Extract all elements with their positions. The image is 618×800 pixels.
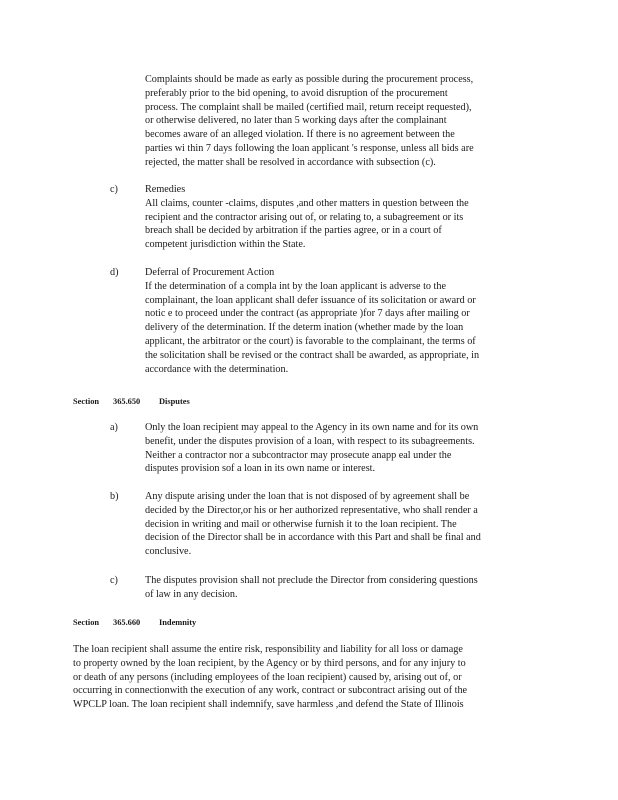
text-line: Any dispute arising under the loan that is not disposed of by agreement shall be <box>145 491 470 502</box>
text-line: disputes provision sof a loan in its own name or interest. <box>145 463 376 475</box>
text-line: competent jurisdiction within the State. <box>145 239 306 251</box>
disputes-b-marker: b) <box>110 491 119 502</box>
text-line: the solicitation shall be revised or the contract shall be awarded, as appropriate, in <box>145 349 480 361</box>
text-line: The loan recipient shall assume the entire risk, responsibility and liability for all loss or damage <box>73 644 463 655</box>
text-line: Complaints should be made as early as possible during the procurement process, <box>145 74 474 85</box>
text-line: conclusive. <box>145 546 192 558</box>
deferral-title: Deferral of Procurement Action <box>145 267 275 278</box>
text-line: recipient and the contractor arising out of, or relating to, a subagreement or its <box>145 211 464 223</box>
section-title: Indemnity <box>159 618 197 627</box>
text-line: parties wi thin 7 days following the loan applicant 's response, unless all bids are <box>145 142 474 154</box>
text-line: applicant, the arbitrator or the court) is favorable to the complainant, the terms of <box>145 335 476 347</box>
remedies-marker: c) <box>110 184 118 195</box>
disputes-c-marker: c) <box>110 575 118 586</box>
disputes-a-marker: a) <box>110 422 118 433</box>
text-line: The disputes provision shall not preclude the Director from considering questions <box>145 575 478 586</box>
disputes-a-paragraph <box>145 421 540 476</box>
remedies-title: Remedies <box>145 184 186 195</box>
indemnity-paragraph <box>73 643 539 712</box>
text-line: delivery of the determination. If the determ ination (whether made by the loan <box>145 322 464 334</box>
text-line: Neither a contractor nor a subcontractor may prosecute anapp eal under the <box>145 449 452 461</box>
text-line: notic e to proceed under the contract (as appropriate )for 7 days after mailing or <box>145 308 470 320</box>
complaints-paragraph <box>145 73 526 170</box>
text-line: All claims, counter -claims, disputes ,and other matters in question between the <box>145 197 469 209</box>
text-line: process. The complaint shall be mailed (certified mail, return receipt requested), <box>145 101 472 113</box>
section-number: 365.650 <box>113 397 141 406</box>
text-line: preferably prior to the bid opening, to avoid disruption of the procurement <box>145 87 448 99</box>
text-line: breach shall be decided by arbitration if the parties agree, or in a court of <box>145 225 442 237</box>
section-word: Section <box>73 397 100 406</box>
section-number: 365.660 <box>113 618 141 627</box>
text-line: or otherwise delivered, no later than 5 working days after the complainant <box>145 115 447 127</box>
deferral-marker: d) <box>110 267 119 278</box>
text-line: decision in writing and mail or otherwise furnish it to the loan recipient. The <box>145 518 457 530</box>
text-line: decision of the Director shall be in accordance with this Part and shall be final and <box>145 532 481 544</box>
section-title: Disputes <box>159 397 190 406</box>
text-line: of law in any decision. <box>145 588 238 600</box>
text-line: to property owned by the loan recipient, by the Agency or by third persons, and for any injury to <box>73 657 466 669</box>
disputes-b-paragraph <box>145 490 540 559</box>
text-line: If the determination of a compla int by the loan applicant is adverse to the <box>145 280 446 292</box>
text-line: WPCLP loan. The loan recipient shall indemnify, save harmless ,and defend the State of Illinois <box>73 699 464 711</box>
text-line: complainant, the loan applicant shall defer issuance of its solicitation or award or <box>145 294 476 306</box>
text-line: becomes aware of an alleged violation. If there is no agreement between the <box>145 129 455 141</box>
section-word: Section <box>73 618 100 627</box>
text-line: or death of any persons (including employees of the loan recipient) caused by, arising out of, or <box>73 671 462 683</box>
deferral-paragraph <box>145 266 540 376</box>
remedies-paragraph <box>145 183 526 252</box>
text-line: rejected, the matter shall be resolved in accordance with subsection (c). <box>145 156 436 168</box>
text-line: occurring in connectionwith the execution of any work, contract or subcontract arising out of the <box>73 685 468 697</box>
disputes-c-paragraph <box>145 574 532 602</box>
text-line: decided by the Director,or his or her authorized representative, who shall render a <box>145 504 478 516</box>
text-line: benefit, under the disputes provision of a loan, with respect to its subagreements. <box>145 435 475 447</box>
text-line: Only the loan recipient may appeal to the Agency in its own name and for its own <box>145 422 479 433</box>
text-line: accordance with the determination. <box>145 363 289 375</box>
